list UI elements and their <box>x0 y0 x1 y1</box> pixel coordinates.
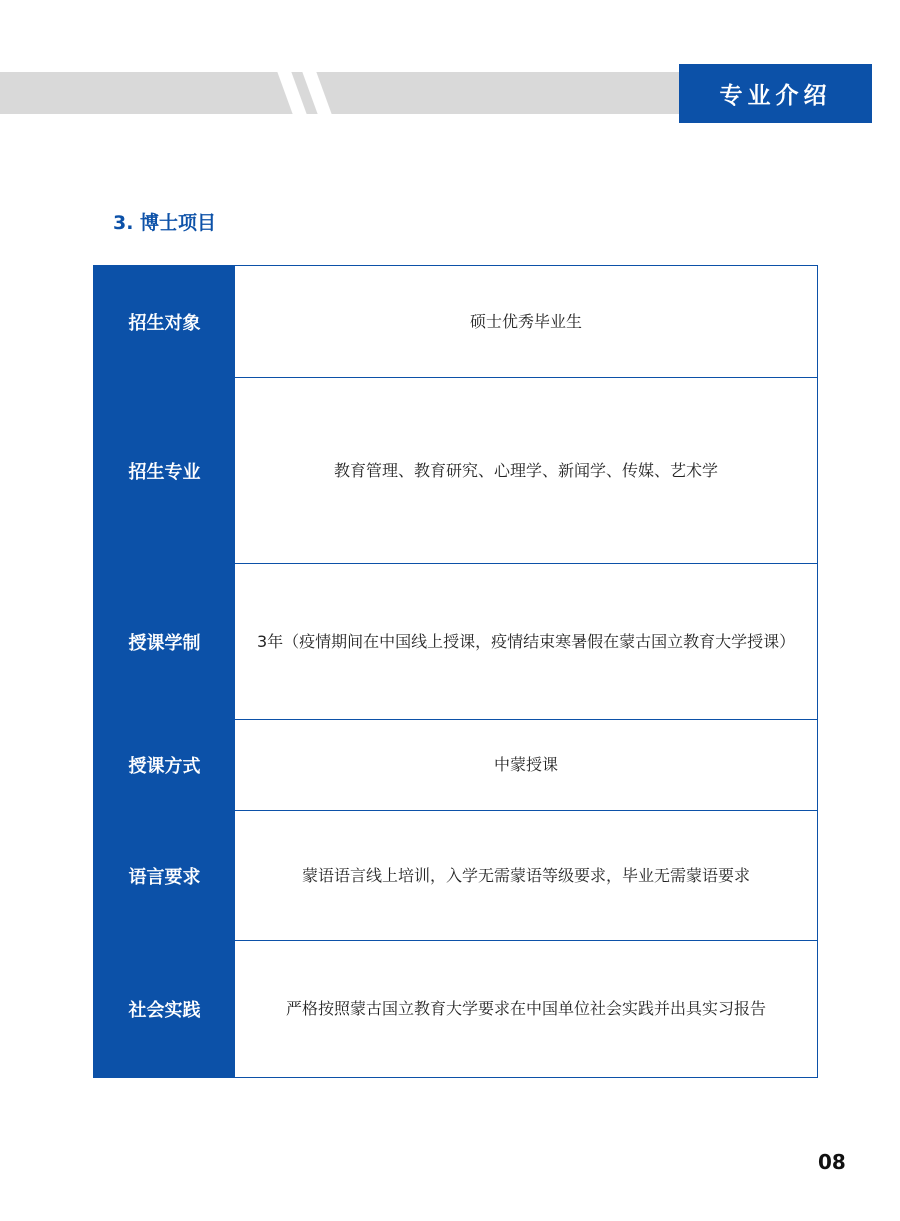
row-value: 严格按照蒙古国立教育大学要求在中国单位社会实践并出具实习报告 <box>285 999 766 1018</box>
table-row <box>94 564 817 720</box>
section-header-tab <box>679 64 872 123</box>
page-number: 08 <box>818 1150 846 1174</box>
row-value: 教育管理、教育研究、心理学、新闻学、传媒、艺术学 <box>333 460 718 480</box>
table-row <box>94 720 817 811</box>
row-value: 硕士优秀毕业生 <box>469 311 582 331</box>
row-value: 中蒙授课 <box>493 755 558 774</box>
row-label: 社会实践 <box>94 941 235 1077</box>
table-row <box>94 266 817 378</box>
header-decor-band <box>0 72 680 114</box>
page-title: 3. 博士项目 <box>113 212 217 234</box>
program-info-table <box>93 265 818 1078</box>
table-row <box>94 941 817 1077</box>
row-value: 蒙语语言线上培训，入学无需蒙语等级要求，毕业无需蒙语要求 <box>301 865 750 885</box>
table-row <box>94 811 817 941</box>
row-label: 授课学制 <box>94 564 235 719</box>
row-label: 招生专业 <box>94 378 235 563</box>
row-label: 语言要求 <box>94 811 235 940</box>
row-value: 3年（疫情期间在中国线上授课，疫情结束寒暑假在蒙古国立教育大学授课） <box>257 631 796 651</box>
row-label: 招生对象 <box>94 266 235 377</box>
table-row <box>94 378 817 564</box>
row-label: 授课方式 <box>94 720 235 810</box>
section-header-label: 专业介绍 <box>719 83 832 109</box>
